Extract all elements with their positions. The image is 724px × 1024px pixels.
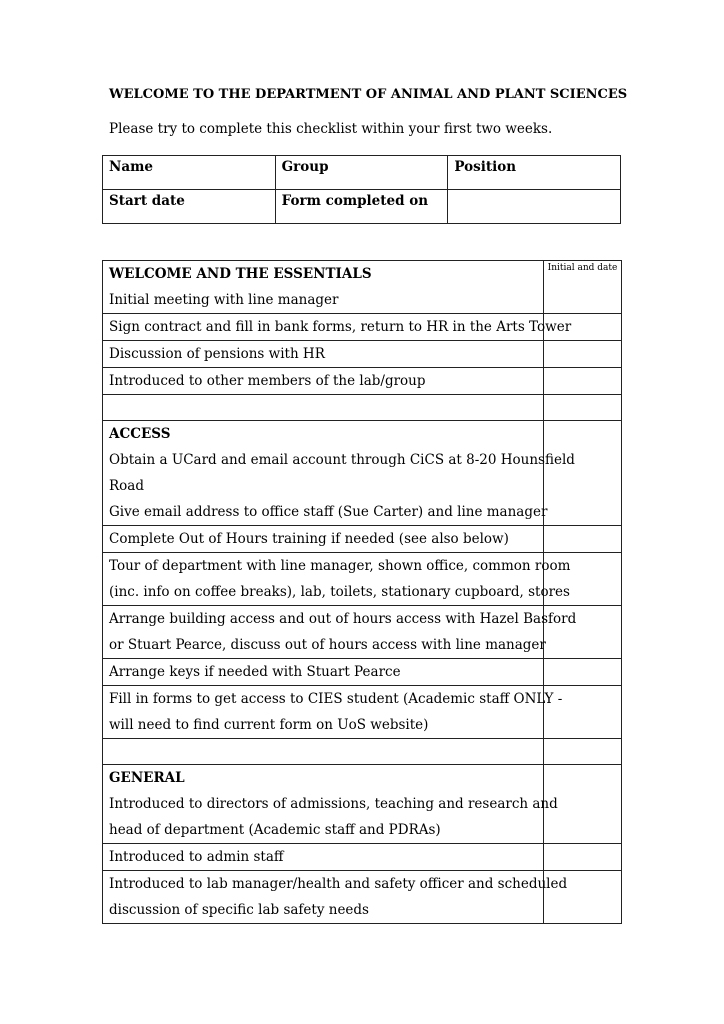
info-table — [102, 155, 621, 224]
checklist-task — [103, 686, 563, 739]
checklist-task — [103, 659, 544, 686]
position-cell[interactable]: Position — [448, 156, 621, 190]
task-text: Complete Out of Hours training if needed (see also below) — [109, 531, 509, 547]
task-text: Fill in forms to get access to CIES student (Academic staff ONLY - — [109, 691, 563, 707]
empty-task-cell — [103, 739, 544, 765]
checklist-task — [103, 871, 568, 924]
table-row — [103, 553, 622, 606]
checklist-task — [103, 844, 544, 871]
info-row-1 — [103, 156, 621, 190]
spacer-row — [103, 739, 622, 765]
table-row — [103, 606, 622, 659]
checklist-task — [103, 765, 558, 844]
task-text: Discussion of pensions with HR — [109, 346, 325, 362]
task-text: or Stuart Pearce, discuss out of hours access with line manager — [109, 637, 546, 653]
initial-cell[interactable] — [544, 739, 622, 765]
blank-cell[interactable] — [448, 190, 621, 224]
table-row — [103, 844, 622, 871]
initial-cell[interactable] — [544, 341, 622, 368]
checklist-task — [103, 261, 544, 314]
initial-cell[interactable] — [544, 368, 622, 395]
checklist-task — [103, 553, 571, 606]
table-row — [103, 421, 622, 526]
task-text: Introduced to directors of admissions, teaching and research and — [109, 796, 558, 812]
section-heading-access: ACCESS — [109, 426, 171, 442]
task-text: Introduced to other members of the lab/group — [109, 373, 426, 389]
initial-cell[interactable] — [544, 421, 622, 526]
task-text: (inc. info on coffee breaks), lab, toilets, stationary cupboard, stores — [109, 584, 570, 600]
task-text: Arrange keys if needed with Stuart Pearce — [109, 664, 401, 680]
task-text: Obtain a UCard and email account through CiCS at 8-20 Hounsfield — [109, 452, 575, 468]
spacer-row — [103, 395, 622, 421]
table-row — [103, 314, 622, 341]
group-cell[interactable]: Group — [275, 156, 448, 190]
checklist-task — [103, 606, 577, 659]
initial-cell[interactable] — [544, 526, 622, 553]
checklist-task — [103, 341, 544, 368]
initial-cell[interactable] — [544, 395, 622, 421]
task-text: Road — [109, 478, 144, 494]
task-text: Initial meeting with line manager — [109, 292, 339, 308]
initial-and-date-header[interactable]: Initial and date — [544, 261, 622, 314]
checklist-task — [103, 314, 572, 341]
table-row — [103, 871, 622, 924]
task-text: will need to find current form on UoS website) — [109, 717, 429, 733]
task-text: discussion of specific lab safety needs — [109, 902, 369, 918]
initial-cell[interactable] — [544, 659, 622, 686]
info-row-2 — [103, 190, 621, 224]
checklist-table — [102, 260, 622, 924]
empty-task-cell — [103, 395, 544, 421]
table-row — [103, 659, 622, 686]
task-text: Introduced to admin staff — [109, 849, 284, 865]
table-row — [103, 261, 622, 314]
checklist-task — [103, 421, 575, 526]
task-text: Arrange building access and out of hours access with Hazel Basford — [109, 611, 577, 627]
start-date-cell[interactable]: Start date — [103, 190, 276, 224]
section-heading-general: GENERAL — [109, 770, 185, 786]
name-cell[interactable]: Name — [103, 156, 276, 190]
section-heading-welcome: WELCOME AND THE ESSENTIALS — [109, 266, 372, 282]
task-text: Tour of department with line manager, shown office, common room — [109, 558, 571, 574]
table-row — [103, 368, 622, 395]
table-row — [103, 686, 622, 739]
table-row — [103, 341, 622, 368]
table-row — [103, 765, 622, 844]
task-text: Introduced to lab manager/health and safety officer and scheduled — [109, 876, 568, 892]
task-text: Give email address to office staff (Sue Carter) and line manager — [109, 504, 548, 520]
task-text: head of department (Academic staff and PDRAs) — [109, 822, 441, 838]
intro-text: Please try to complete this checklist within your first two weeks. — [109, 121, 553, 137]
table-row — [103, 526, 622, 553]
task-text: Sign contract and fill in bank forms, return to HR in the Arts Tower — [109, 319, 572, 335]
initial-cell[interactable] — [544, 844, 622, 871]
page-title: WELCOME TO THE DEPARTMENT OF ANIMAL AND PLANT SCIENCES — [109, 87, 628, 102]
form-completed-cell[interactable]: Form completed on — [275, 190, 448, 224]
checklist-task — [103, 526, 544, 553]
checklist-task — [103, 368, 544, 395]
